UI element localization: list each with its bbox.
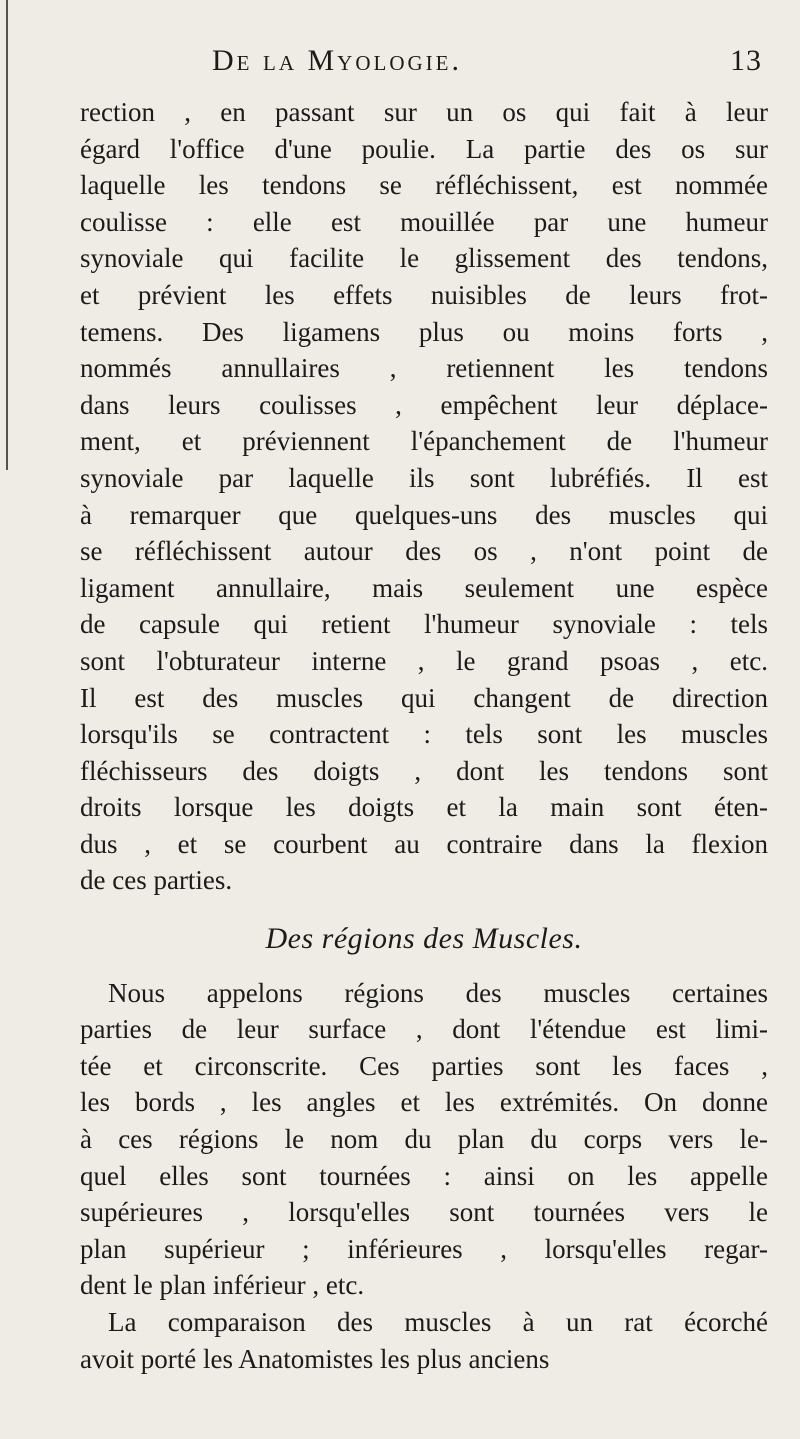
text-line: synoviale qui facilite le glissement des tendons, <box>80 243 768 274</box>
text-line: ligament annullaire, mais seulement une espèce <box>80 572 768 603</box>
text-line: plan supérieur ; inférieures , lorsqu'elles regar- <box>80 1233 768 1264</box>
text-line: synoviale par laquelle ils sont lubréfiés. Il est <box>80 462 768 493</box>
text-line: temens. Des ligamens plus ou moins forts , <box>80 316 768 347</box>
text-line: parties de leur surface , dont l'étendue est limi- <box>80 1014 768 1045</box>
text-line: coulisse : elle est mouillée par une humeur <box>80 206 768 237</box>
text-line: rection , en passant sur un os qui fait à leur <box>80 97 768 127</box>
text-line: et prévient les effets nuisibles de leurs frot- <box>80 279 768 310</box>
text-line: à remarquer que quelques-uns des muscles qui <box>80 499 768 530</box>
body-text <box>80 94 768 1377</box>
text-line: se réfléchissent autour des os , n'ont point de <box>80 536 768 567</box>
text-line: dus , et se courbent au contraire dans la flexion <box>80 828 768 859</box>
text-line: ment, et préviennent l'épanchement de l'humeur <box>80 426 768 457</box>
text-line: Il est des muscles qui changent de direction <box>80 682 768 713</box>
running-head <box>212 44 762 84</box>
paragraph-3 <box>80 1304 768 1377</box>
text-line: les bords , les angles et les extrémités. On donne <box>80 1087 768 1118</box>
text-line: égard l'office d'une poulie. La partie des os sur <box>80 133 768 164</box>
text-line: fléchisseurs des doigts , dont les tendons sont <box>80 755 768 786</box>
page-number: 13 <box>730 44 762 77</box>
section-heading: Des régions des Muscles. <box>265 922 583 956</box>
text-line: Nous appelons régions des muscles certaines <box>108 977 768 1008</box>
text-line: sont l'obturateur interne , le grand psoas , etc. <box>80 645 768 676</box>
text-line: La comparaison des muscles à un rat écorché <box>108 1307 768 1337</box>
text-line: de ces parties. <box>80 865 233 896</box>
text-line: tée et circonscrite. Ces parties sont les faces , <box>80 1050 768 1081</box>
text-line: laquelle les tendons se réfléchissent, est nommée <box>80 170 768 201</box>
text-line: à ces régions le nom du plan du corps vers le- <box>80 1124 768 1155</box>
running-head-title: De la Myologie. <box>212 44 462 77</box>
text-line: lorsqu'ils se contractent : tels sont les muscles <box>80 719 768 750</box>
text-line: avoit porté les Anatomistes les plus anciens <box>80 1343 550 1374</box>
text-line: dent le plan inférieur , etc. <box>80 1270 365 1301</box>
text-line: supérieures , lorsqu'elles sont tournées vers le <box>80 1197 768 1228</box>
paragraph-2 <box>80 975 768 1304</box>
text-line: dans leurs coulisses , empêchent leur déplace- <box>80 389 768 420</box>
text-line: droits lorsque les doigts et la main sont éten- <box>80 792 768 823</box>
text-line: quel elles sont tournées : ainsi on les appelle <box>80 1160 768 1191</box>
text-line: nommés annullaires , retiennent les tendons <box>80 353 768 384</box>
text-line: de capsule qui retient l'humeur synoviale : tels <box>80 609 768 640</box>
paragraph-1 <box>80 94 768 899</box>
